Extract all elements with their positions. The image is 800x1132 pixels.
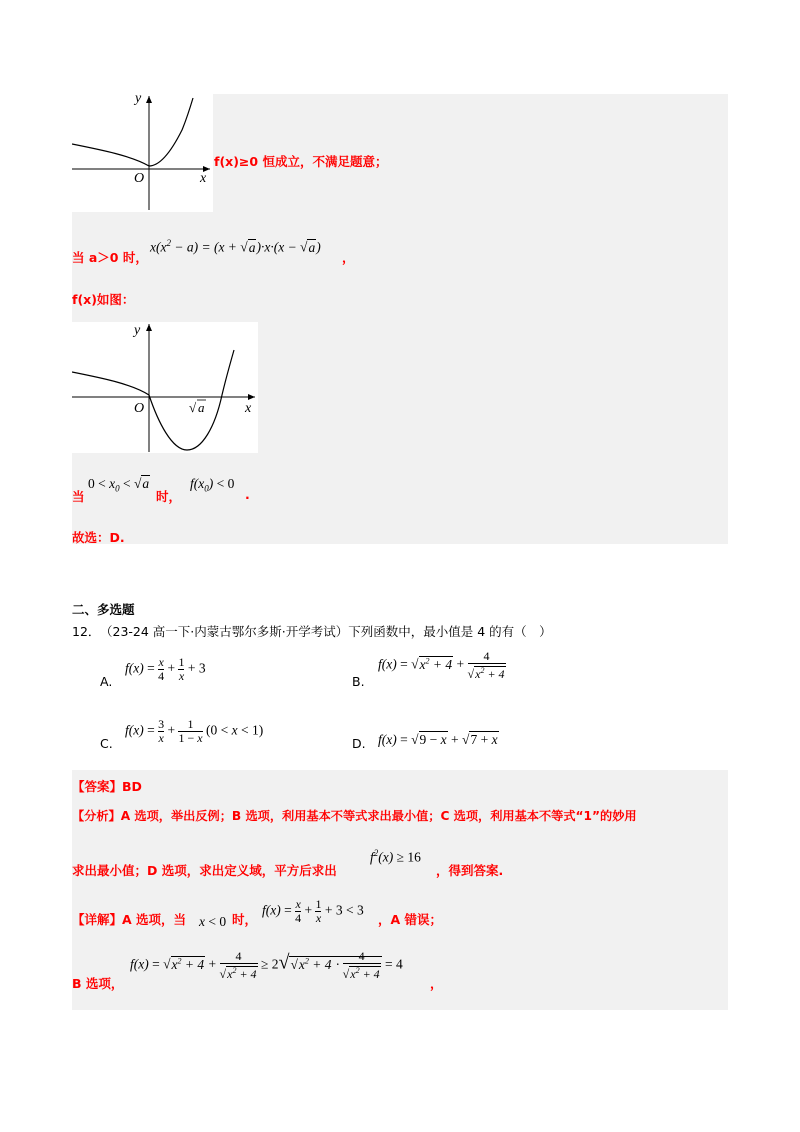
detail-a-prefix: 【详解】A 选项，当	[72, 912, 187, 927]
factorization-formula: $x(x^2 - a) = (x + √a)\cdot x\cdot(x - √a)$	[150, 238, 321, 255]
graph-1-svg	[72, 94, 213, 212]
solution-line-1: f(x)≥0 恒成立，不满足题意；	[214, 154, 388, 169]
detail-b-suffix: ，	[430, 976, 443, 991]
option-a-letter[interactable]: A.	[100, 674, 113, 689]
graph-2-svg	[72, 322, 258, 453]
solution-line-5: 故选：D.	[72, 530, 125, 545]
solution-line-3: f(x)如图：	[72, 292, 135, 307]
analysis-line-2-prefix: 求出最小值；D 选项，求出定义域，平方后求出	[72, 863, 337, 878]
graph-1-x-label: x	[200, 171, 207, 186]
graph-2-y-label: y	[134, 323, 141, 338]
option-b-letter[interactable]: B.	[352, 674, 365, 689]
analysis-line-1: 【分析】A 选项，举出反例；B 选项，利用基本不等式求出最小值；C 选项，利用基本不等式“1”的妙用	[72, 809, 637, 823]
option-d-formula[interactable]: f(x) = √9 − x + √7 + x	[378, 732, 498, 747]
graph-1-y-label: y	[135, 94, 142, 106]
f-squared-formula: $f^2(x) \ge 16$	[370, 848, 421, 865]
detail-b-formula: $f(x) = √x^2 + 4$ + $\frac{4}{√x^2 + 4}$ ≥ $2√√x^2 + 4$ · $\frac{4}{√x^2 + 4}$ = 4	[130, 949, 403, 981]
graph-1-origin-label: O	[134, 171, 145, 186]
x0-interval-formula: $0 < x_0 < √a$	[88, 476, 150, 494]
option-c-letter[interactable]: C.	[100, 736, 113, 751]
graph-1	[72, 94, 213, 212]
answer-line: 【答案】BD	[72, 779, 142, 794]
option-a-formula[interactable]: f(x) = $\frac{x}{4}$ + $\frac{1}{x}$ + 3	[125, 655, 206, 683]
detail-a-mid: 时，	[232, 912, 258, 927]
detail-b-prefix: B 选项，	[72, 976, 124, 991]
solution-line-2-prefix: 当 a＞0 时，	[72, 250, 148, 265]
x-negative-formula: x < 0	[199, 914, 227, 929]
section-heading: 二、多选题	[72, 602, 135, 617]
graph-2-root-radical: √	[189, 400, 197, 415]
solution-line-4-prefix: 当	[72, 489, 85, 504]
graph-2	[72, 322, 258, 453]
graph-2-root-label: a	[198, 400, 205, 415]
solution-line-2-suffix: ，	[342, 250, 355, 265]
detail-a-formula: f(x) = $\frac{x}{4}$ + $\frac{1}{x}$ + 3 < 3	[262, 897, 364, 925]
f-x0-formula: $f(x_0) < 0$	[190, 476, 235, 494]
option-d-letter[interactable]: D.	[352, 736, 366, 751]
graph-2-origin-label: O	[134, 401, 145, 416]
solution-line-4-suffix: .	[245, 487, 250, 502]
graph-2-x-label: x	[245, 401, 252, 416]
detail-a-suffix: ，A 错误；	[378, 912, 443, 927]
analysis-line-2-suffix: ，得到答案.	[436, 863, 504, 878]
question-number: 12．	[72, 624, 101, 639]
option-b-formula[interactable]: $f(x) = √x^2 + 4$ + $\frac{4}{√x^2 + 4}$	[378, 649, 505, 681]
solution-line-4-mid: 时，	[156, 489, 182, 504]
option-c-formula[interactable]: f(x) = $\frac{3}{x}$ + $\frac{1}{1 - x}$ (0 < x < 1)	[125, 717, 264, 745]
question-stem: （23-24 高一下·内蒙古鄂尔多斯·开学考试）下列函数中，最小值是 4 的有（ ）	[100, 624, 552, 639]
